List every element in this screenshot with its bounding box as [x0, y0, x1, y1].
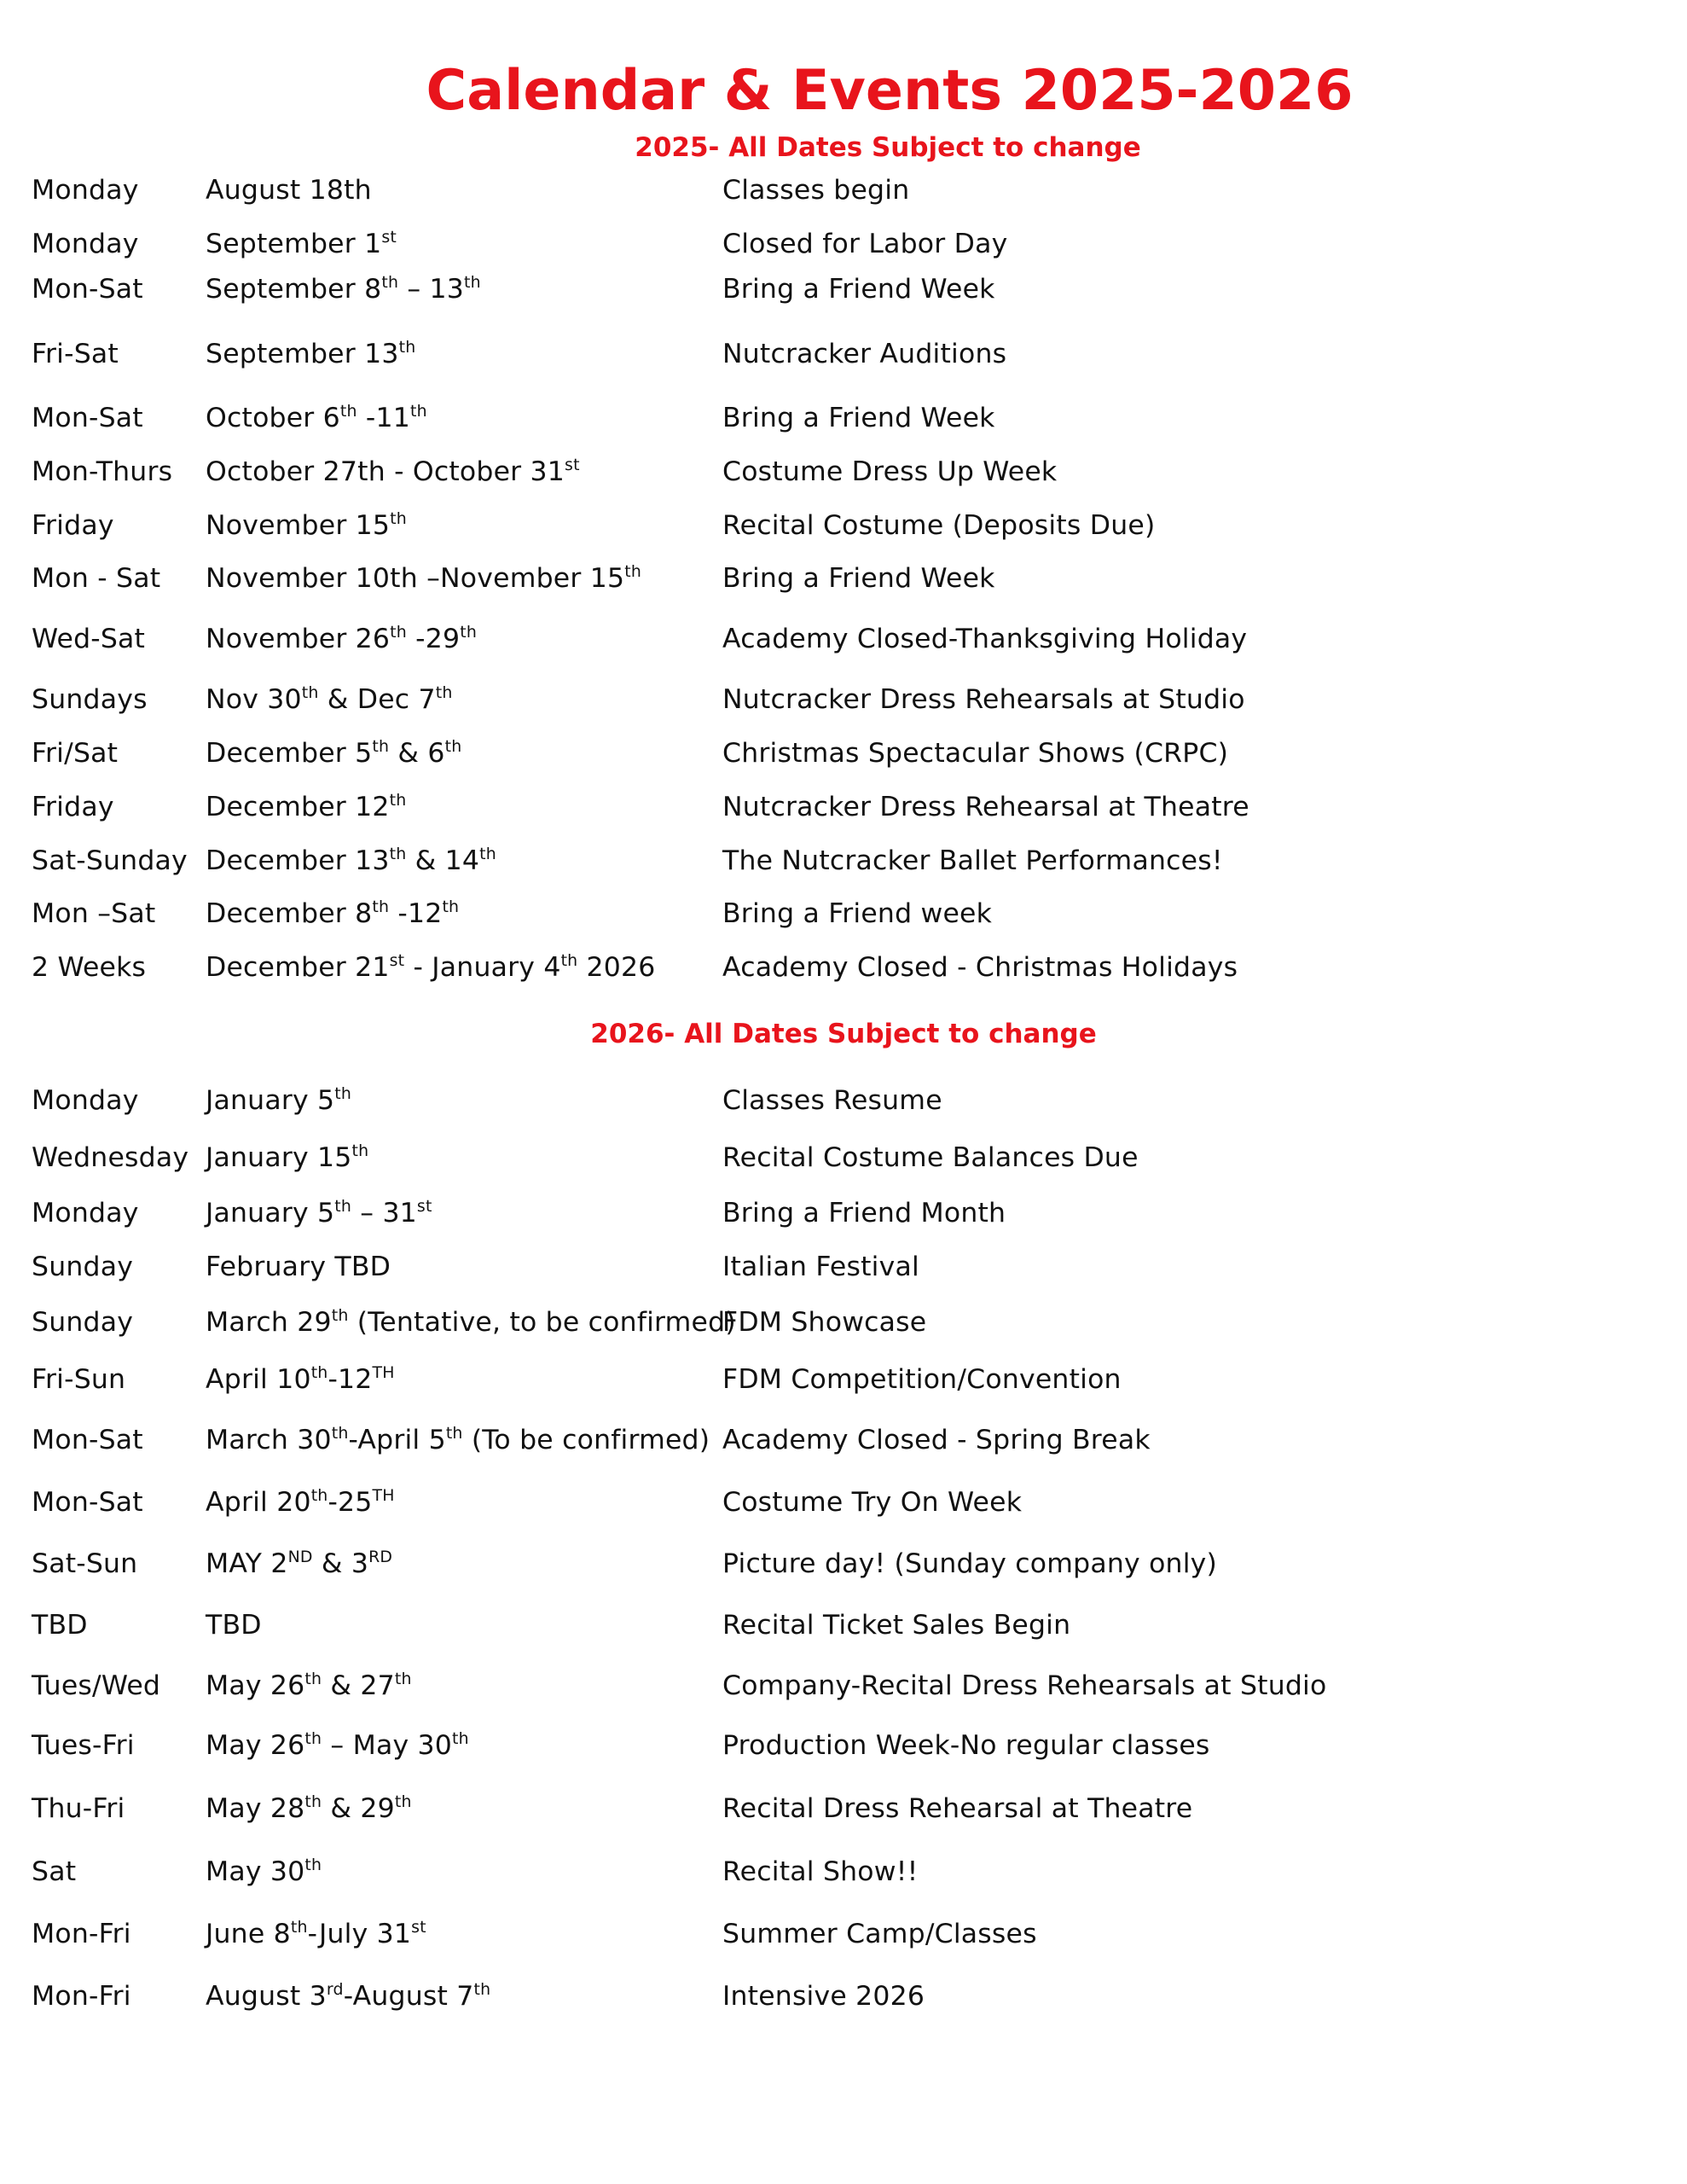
ordinal-suffix: th [301, 682, 319, 702]
event-row [0, 787, 1687, 827]
event-row [0, 171, 1687, 210]
event-date: February TBD [206, 1252, 391, 1282]
event-row [0, 619, 1687, 659]
event-row [0, 1852, 1687, 1891]
event-row [0, 559, 1687, 598]
event-day: Tues-Fri [32, 1730, 135, 1761]
ordinal-suffix: th [445, 1423, 463, 1443]
event-row [0, 1666, 1687, 1705]
ordinal-suffix: th [394, 1792, 412, 1811]
event-day: Friday [32, 510, 114, 541]
event-day: Tues/Wed [32, 1670, 161, 1701]
event-row [0, 1138, 1687, 1177]
event-date: September 8th – 13th [206, 272, 481, 305]
event-date: November 10th –November 15th [206, 561, 641, 594]
event-date: January 5th [206, 1083, 352, 1116]
ordinal-suffix: th [398, 337, 416, 357]
event-description: Recital Costume (Deposits Due) [722, 510, 1156, 541]
event-description: Recital Show!! [722, 1856, 919, 1887]
section-heading-2025: 2025- All Dates Subject to change [635, 132, 1141, 163]
event-description: Classes begin [722, 175, 910, 206]
event-day: Wed-Sat [32, 624, 146, 654]
event-row [0, 398, 1687, 438]
ordinal-suffix: th [390, 508, 407, 528]
event-date: October 27th - October 31st [206, 455, 580, 487]
ordinal-suffix: TH [372, 1362, 395, 1382]
event-description: Nutcracker Dress Rehearsal at Theatre [722, 792, 1249, 822]
event-day: Mon-Fri [32, 1981, 131, 2012]
section-heading-2026: 2026- All Dates Subject to change [590, 1019, 1097, 1049]
event-date: TBD [206, 1610, 262, 1641]
event-day: Fri/Sat [32, 738, 119, 769]
ordinal-suffix: st [411, 1917, 426, 1937]
event-description: Italian Festival [722, 1252, 919, 1282]
event-row [0, 334, 1687, 374]
ordinal-suffix: th [479, 844, 496, 863]
ordinal-suffix: th [351, 1141, 369, 1160]
ordinal-suffix: th [460, 622, 477, 642]
event-description: Production Week-No regular classes [722, 1730, 1210, 1761]
event-row [0, 1303, 1687, 1342]
event-row [0, 1483, 1687, 1522]
ordinal-suffix: th [381, 272, 399, 292]
ordinal-suffix: th [334, 1196, 352, 1216]
event-date: December 5th & 6th [206, 736, 462, 769]
event-date: December 21st - January 4th 2026 [206, 950, 656, 983]
event-description: Recital Costume Balances Due [722, 1142, 1139, 1173]
event-row [0, 1606, 1687, 1645]
event-date: September 13th [206, 337, 416, 369]
event-description: Bring a Friend Week [722, 274, 995, 305]
event-day: Monday [32, 229, 139, 259]
event-row [0, 1914, 1687, 1954]
event-day: Thu-Fri [32, 1793, 125, 1824]
event-description: Bring a Friend week [722, 898, 993, 929]
event-day: Monday [32, 1198, 139, 1228]
event-day: Mon-Sat [32, 403, 143, 433]
event-row [0, 270, 1687, 309]
ordinal-suffix: st [381, 227, 397, 247]
ordinal-suffix: th [389, 844, 407, 863]
event-day: Monday [32, 1085, 139, 1116]
ordinal-suffix: RD [368, 1547, 393, 1566]
event-description: Summer Camp/Classes [722, 1919, 1037, 1949]
event-day: Friday [32, 792, 114, 822]
event-row [0, 841, 1687, 880]
event-row [0, 948, 1687, 987]
ordinal-suffix: th [339, 401, 357, 421]
event-row [0, 1789, 1687, 1828]
event-date: November 26th -29th [206, 622, 477, 654]
event-date: January 15th [206, 1141, 369, 1173]
event-day: Mon-Sat [32, 1425, 143, 1455]
event-day: Sat-Sun [32, 1548, 138, 1579]
event-date: May 28th & 29th [206, 1792, 412, 1824]
event-date: April 20th-25TH [206, 1485, 395, 1518]
ordinal-suffix: th [304, 1669, 322, 1688]
ordinal-suffix: th [304, 1792, 322, 1811]
event-day: Sundays [32, 684, 148, 715]
ordinal-suffix: th [304, 1728, 322, 1748]
ordinal-suffix: th [372, 736, 390, 756]
event-date: October 6th -11th [206, 401, 427, 433]
event-day: Mon-Thurs [32, 456, 173, 487]
event-row [0, 1081, 1687, 1120]
event-description: Company-Recital Dress Rehearsals at Studio [722, 1670, 1327, 1701]
ordinal-suffix: th [624, 561, 641, 581]
event-date: MAY 2ND & 3RD [206, 1547, 393, 1579]
event-date: May 26th & 27th [206, 1669, 412, 1701]
event-description: Costume Try On Week [722, 1487, 1023, 1518]
event-description: Intensive 2026 [722, 1981, 925, 2012]
ordinal-suffix: th [435, 682, 453, 702]
event-day: Mon-Sat [32, 274, 143, 305]
event-row [0, 452, 1687, 491]
event-description: Bring a Friend Week [722, 403, 995, 433]
ordinal-suffix: th [304, 1855, 322, 1874]
event-day: Mon-Fri [32, 1919, 131, 1949]
ordinal-suffix: st [416, 1196, 432, 1216]
ordinal-suffix: th [334, 1083, 352, 1103]
event-description: The Nutcracker Ballet Performances! [722, 845, 1223, 876]
event-description: Bring a Friend Week [722, 563, 995, 594]
event-description: FDM Competition/Convention [722, 1364, 1122, 1395]
event-row [0, 1977, 1687, 2016]
ordinal-suffix: rd [326, 1979, 344, 1999]
ordinal-suffix: TH [372, 1485, 395, 1505]
ordinal-suffix: th [310, 1362, 328, 1382]
ordinal-suffix: th [464, 272, 481, 292]
event-description: Nutcracker Auditions [722, 339, 1007, 369]
page-title: Calendar & Events 2025-2026 [426, 59, 1354, 123]
event-day: Wednesday [32, 1142, 189, 1173]
event-day: Mon –Sat [32, 898, 156, 929]
event-day: Monday [32, 175, 139, 206]
ordinal-suffix: st [389, 950, 405, 970]
ordinal-suffix: th [389, 790, 407, 810]
ordinal-suffix: ND [287, 1547, 313, 1566]
event-date: December 12th [206, 790, 407, 822]
event-row [0, 224, 1687, 264]
event-date: August 18th [206, 175, 372, 206]
event-date: December 8th -12th [206, 897, 460, 929]
event-day: Mon-Sat [32, 1487, 143, 1518]
ordinal-suffix: th [331, 1423, 349, 1443]
ordinal-suffix: th [390, 622, 407, 642]
event-day: Sunday [32, 1252, 134, 1282]
event-row [0, 1726, 1687, 1765]
event-day: Sat-Sunday [32, 845, 188, 876]
event-description: Picture day! (Sunday company only) [722, 1548, 1217, 1579]
event-description: Academy Closed-Thanksgiving Holiday [722, 624, 1248, 654]
event-date: December 13th & 14th [206, 844, 496, 876]
event-date: May 30th [206, 1855, 322, 1887]
ordinal-suffix: th [452, 1728, 469, 1748]
event-description: Bring a Friend Month [722, 1198, 1006, 1228]
ordinal-suffix: th [560, 950, 578, 970]
ordinal-suffix: th [331, 1305, 349, 1325]
event-date: May 26th – May 30th [206, 1728, 469, 1761]
event-row [0, 1420, 1687, 1460]
event-description: FDM Showcase [722, 1307, 927, 1338]
event-description: Costume Dress Up Week [722, 456, 1058, 487]
event-description: Christmas Spectacular Shows (CRPC) [722, 738, 1229, 769]
event-date: August 3rd-August 7th [206, 1979, 491, 2012]
event-day: Fri-Sun [32, 1364, 126, 1395]
ordinal-suffix: th [444, 736, 462, 756]
event-row [0, 894, 1687, 933]
event-date: January 5th – 31st [206, 1196, 432, 1228]
event-day: Sunday [32, 1307, 134, 1338]
event-date: November 15th [206, 508, 407, 541]
ordinal-suffix: th [290, 1917, 308, 1937]
ordinal-suffix: th [442, 897, 460, 916]
event-description: Recital Dress Rehearsal at Theatre [722, 1793, 1193, 1824]
event-description: Closed for Labor Day [722, 229, 1008, 259]
event-date: June 8th-July 31st [206, 1917, 426, 1949]
event-day: TBD [32, 1610, 88, 1641]
ordinal-suffix: th [394, 1669, 412, 1688]
event-date: March 29th (Tentative, to be confirmed) [206, 1305, 736, 1338]
event-description: Academy Closed - Christmas Holidays [722, 952, 1238, 983]
event-row [0, 1194, 1687, 1233]
ordinal-suffix: st [565, 455, 580, 474]
ordinal-suffix: th [409, 401, 427, 421]
event-row [0, 734, 1687, 773]
ordinal-suffix: th [372, 897, 390, 916]
event-day: Fri-Sat [32, 339, 119, 369]
event-row [0, 506, 1687, 545]
event-row [0, 680, 1687, 719]
event-day: 2 Weeks [32, 952, 147, 983]
event-date: Nov 30th & Dec 7th [206, 682, 453, 715]
event-description: Nutcracker Dress Rehearsals at Studio [722, 684, 1245, 715]
event-date: September 1st [206, 227, 397, 259]
event-row [0, 1360, 1687, 1399]
ordinal-suffix: th [310, 1485, 328, 1505]
event-row [0, 1544, 1687, 1583]
event-description: Classes Resume [722, 1085, 942, 1116]
event-description: Recital Ticket Sales Begin [722, 1610, 1071, 1641]
event-date: March 30th-April 5th (To be confirmed) [206, 1423, 710, 1455]
event-day: Sat [32, 1856, 77, 1887]
event-row [0, 1247, 1687, 1287]
event-day: Mon - Sat [32, 563, 161, 594]
event-description: Academy Closed - Spring Break [722, 1425, 1151, 1455]
ordinal-suffix: th [473, 1979, 491, 1999]
event-date: April 10th-12TH [206, 1362, 395, 1395]
